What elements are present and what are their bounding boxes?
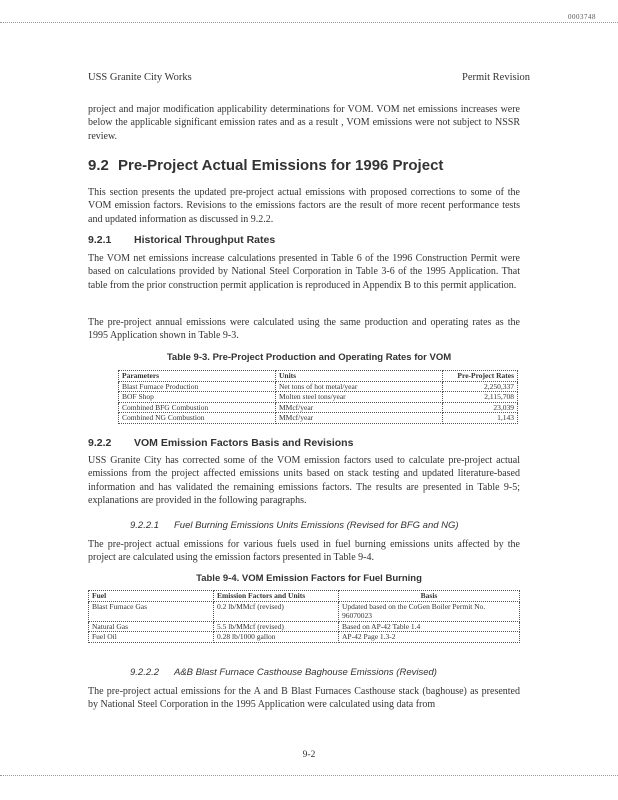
table-cell: 0.28 lb/1000 gallon: [214, 632, 339, 643]
table-row: [89, 632, 520, 643]
subsubsection-title: Fuel Burning Emissions Units Emissions (Revised for BFG and NG): [174, 520, 459, 531]
table-cell: 2,250,337: [443, 381, 518, 392]
subsubsection-heading-9-2-2-2: [130, 667, 437, 678]
subsubsection-number: 9.2.2.2: [130, 667, 160, 678]
subsection-heading-9-2-1: [88, 234, 275, 246]
section-title: Pre-Project Actual Emissions for 1996 Project: [118, 157, 444, 174]
table-header-cell: Units: [276, 371, 443, 382]
section-number: 9.2: [88, 157, 109, 174]
table-cell: 23,039: [443, 402, 518, 413]
table-9-4-caption: Table 9-4. VOM Emission Factors for Fuel Burning: [196, 573, 422, 584]
intro-paragraph: project and major modification applicability determinations for VOM. VOM net emissions increases were below the applicable significant emission rates and as a result , VOM emissions were not subject to NSSR review.: [88, 104, 520, 142]
table-cell: Net tons of hot metal/year: [276, 381, 443, 392]
subsubsection-title: A&B Blast Furnace Casthouse Baghouse Emissions (Revised): [174, 667, 437, 678]
table-cell: 0.2 lb/MMcf (revised): [214, 601, 339, 621]
table-header-cell: Pre-Project Rates: [443, 371, 518, 382]
bottom-dotted-rule: [0, 775, 618, 776]
table-header-row: [119, 371, 518, 382]
table-row: [119, 381, 518, 392]
table-cell: Fuel Oil: [89, 632, 214, 643]
top-dotted-rule: [0, 22, 618, 23]
section-heading: [88, 157, 443, 174]
table-header-row: [89, 591, 520, 602]
page-number: 9-2: [302, 750, 316, 760]
table-cell: Updated based on the CoGen Boiler Permit No. 96070023: [339, 601, 520, 621]
table-cell: Blast Furnace Gas: [89, 601, 214, 621]
subsection-number: 9.2.2: [88, 437, 112, 449]
table-cell: Natural Gas: [89, 621, 214, 632]
subsubsection-heading-9-2-2-1: [130, 520, 459, 531]
table-9-4: [88, 590, 520, 643]
bates-number: 0003748: [568, 13, 596, 21]
table-header-cell: Basis: [339, 591, 520, 602]
table-row: [89, 621, 520, 632]
table-cell: MMcf/year: [276, 413, 443, 424]
table-cell: MMcf/year: [276, 402, 443, 413]
table-cell: Based on AP-42 Table 1.4: [339, 621, 520, 632]
table-row: [119, 402, 518, 413]
subsection-number: 9.2.1: [88, 234, 112, 246]
table-row: [119, 413, 518, 424]
subsection-paragraph-2: The pre-project annual emissions were calculated using the same production and operating rates as the 1995 Application shown in Table 9-3.: [88, 317, 520, 342]
subsection-title: VOM Emission Factors Basis and Revisions: [134, 437, 354, 449]
table-cell: 1,143: [443, 413, 518, 424]
table-header-cell: Fuel: [89, 591, 214, 602]
table-9-3-caption: Table 9-3. Pre-Project Production and Operating Rates for VOM: [166, 352, 452, 363]
table-cell: BOF Shop: [119, 392, 276, 403]
table-row: [89, 601, 520, 621]
table-cell: Combined BFG Combustion: [119, 402, 276, 413]
subsubsection-number: 9.2.2.1: [130, 520, 160, 531]
header-left: USS Granite City Works: [88, 72, 192, 83]
table-cell: AP-42 Page 1.3-2: [339, 632, 520, 643]
subsection-paragraph-1: The VOM net emissions increase calculations presented in Table 6 of the 1996 Construction Permit were based on calculations provided by National Steel Corporation in Table 3-6 of the 1995 Application. That table from the prior construction permit application is reproduced in Appendix B to this permit application.: [88, 253, 520, 291]
subsubsection-paragraph-1: The pre-project actual emissions for various fuels used in fuel burning emissions units affected by the project are calculated using the emission factors presented in Table 9-4.: [88, 539, 520, 564]
table-9-3: [118, 370, 518, 424]
subsection-title: Historical Throughput Rates: [134, 234, 276, 246]
subsection-heading-9-2-2: [88, 437, 353, 449]
header-right: Permit Revision: [462, 72, 530, 83]
subsection-paragraph-3: USS Granite City has corrected some of the VOM emission factors used to calculate pre-project actual emissions from the project affected emissions units based on stack testing and updated literature-based information and has validated the remaining emissions factors. The results are presented in Table 9-5; explanations are provided in the following paragraphs.: [88, 455, 520, 506]
subsubsection-paragraph-2: The pre-project actual emissions for the A and B Blast Furnaces Casthouse stack (baghouse) as presented by National Steel Corporation in the 1995 Application were calculated using data from: [88, 686, 520, 711]
table-cell: Blast Furnace Production: [119, 381, 276, 392]
table-cell: 5.5 lb/MMcf (revised): [214, 621, 339, 632]
table-header-cell: Parameters: [119, 371, 276, 382]
table-header-cell: Emission Factors and Units: [214, 591, 339, 602]
section-paragraph: This section presents the updated pre-project actual emissions with proposed corrections to some of the VOM emission factors. Revisions to the emissions factors are the result of more recent performance tests and updated information as discussed in 9.2.2.: [88, 187, 520, 225]
table-cell: Molten steel tons/year: [276, 392, 443, 403]
table-cell: 2,115,708: [443, 392, 518, 403]
table-row: [119, 392, 518, 403]
table-cell: Combined NG Combustion: [119, 413, 276, 424]
